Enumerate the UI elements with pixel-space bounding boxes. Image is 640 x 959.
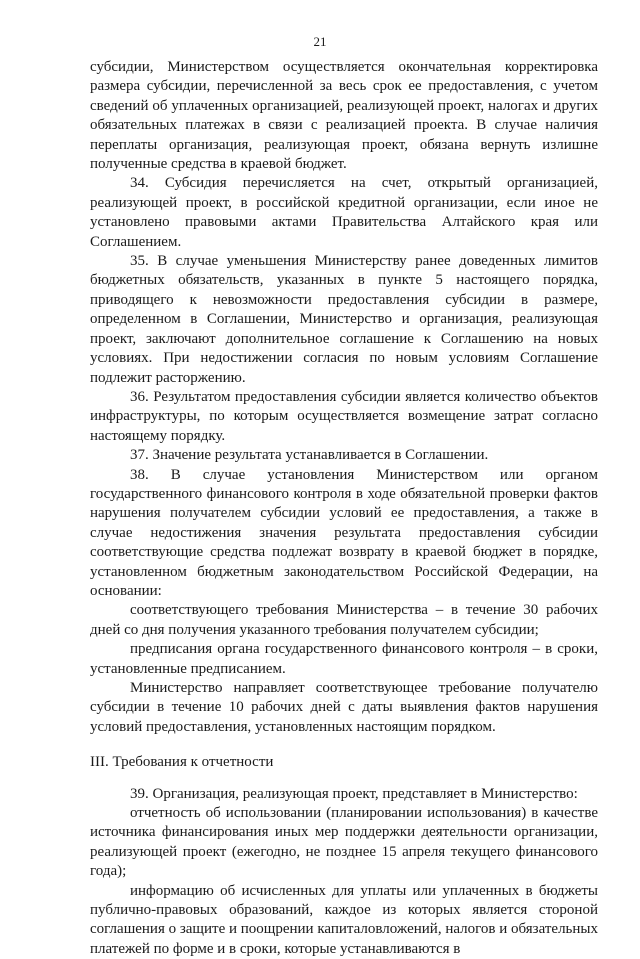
paragraph: соответствующего требования Министерства – в течение 30 рабочих дней со дня получения указанного требования получателем субсидии; — [90, 602, 598, 638]
paragraph: 35. В случае уменьшения Министерству ранее доведенных лимитов бюджетных обязательств, указанных в пункте 5 настоящего порядка, приводящего к невозможности предоставления субсидии в размере, определенном в Соглашении, Министерство и организация, реализующая проект, заключают дополнительное соглашение к Соглашению на новых условиях. При недостижении согласия по новым условиям Соглашение подлежит расторжению. — [90, 253, 598, 386]
paragraph: Министерство направляет соответствующее требование получателю субсидии в течение 10 рабочих дней с даты выявления фактов нарушения условий предоставления, установленных настоящим порядком. — [90, 680, 598, 735]
document-body — [90, 58, 598, 959]
page-number: 21 — [313, 34, 327, 49]
paragraph: информацию об исчисленных для уплаты или уплаченных в бюджеты публично-правовых образований, каждое из которых является стороной соглашения о защите и поощрении капиталовложений, налогов и обязательных платежей по форме и в сроки, которые устанавливаются в — [90, 882, 599, 957]
section-heading: III. Требования к отчетности — [90, 754, 274, 771]
paragraphs-after — [90, 785, 598, 959]
paragraphs-before — [90, 58, 598, 737]
paragraph: отчетность об использовании (планировании использования) в качестве источника финансирования иных мер поддержки деятельности организации, реализующей проект (ежегодно, не позднее 15 апреля текущего финансового года); — [90, 805, 598, 880]
paragraph: субсидии, Министерством осуществляется окончательная корректировка размера субсидии, перечисленной за весь срок ее предоставления, с учетом сведений об уплаченных организацией, реализующей проект, налогах и других обязательных платежах в связи с реализацией проекта. В случае наличия переплаты организация, реализующая проект, обязана вернуть излишне полученные средства в краевой бюджет. — [90, 59, 598, 173]
paragraph: 34. Субсидия перечисляется на счет, открытый организацией, реализующей проект, в российской кредитной организации, если иное не установлено правовыми актами Правительства Алтайского края или Соглашением. — [90, 175, 598, 250]
paragraph: 39. Организация, реализующая проект, представляет в Министерство: — [130, 785, 578, 802]
paragraph: 38. В случае установления Министерством или органом государственного финансового контроля в ходе обязательной проверки фактов нарушения получателем субсидии условий ее предоставления, а также в случае недостижения значения результата предоставления субсидии соответствующие средства подлежат возврату в краевой бюджет в порядке, установленном бюджетным законодательством Российской Федерации, на основании: — [90, 466, 598, 599]
paragraph: 37. Значение результата устанавливается в Соглашении. — [130, 447, 489, 464]
paragraph: предписания органа государственного финансового контроля – в сроки, установленные предписанием. — [90, 641, 598, 677]
paragraph: 36. Результатом предоставления субсидии является количество объектов инфраструктуры, по которым осуществляется возмещение затрат согласно настоящему порядку. — [90, 388, 598, 444]
